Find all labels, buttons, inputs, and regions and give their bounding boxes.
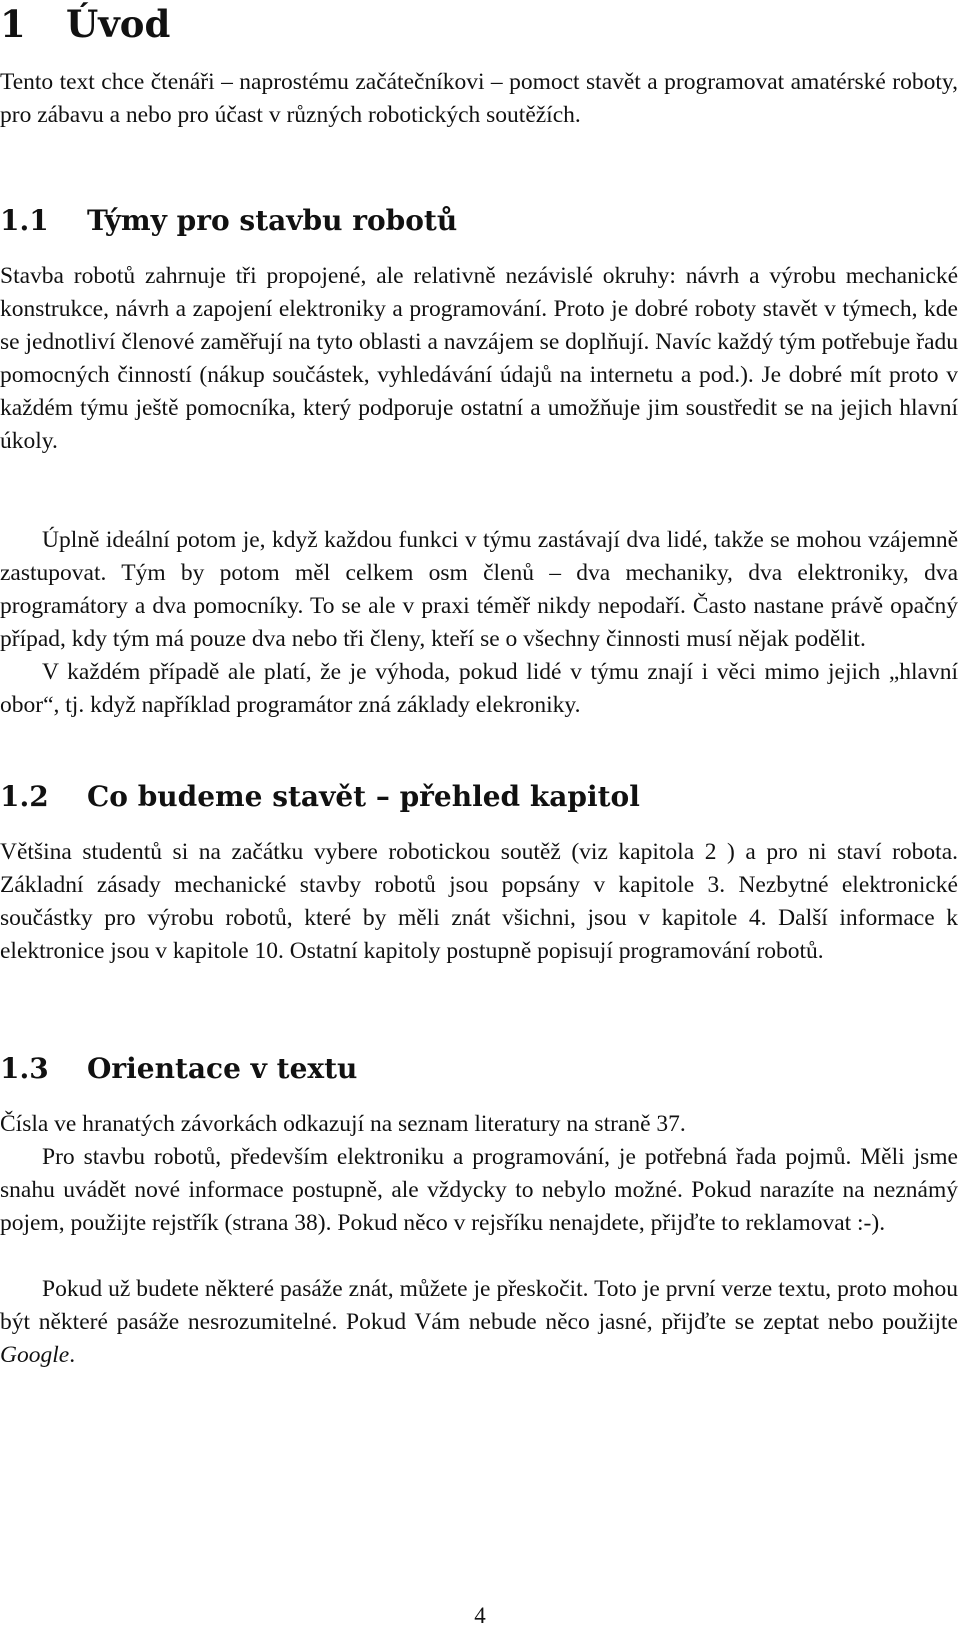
paragraph-teams-3: V každém případě ale platí, že je výhoda, pokud lidé v týmu znají i věci mimo jejich „hlavní obor“, tj. když například programátor zná základy elekroniky. xyxy=(0,659,958,718)
google-mention: Google xyxy=(0,1342,70,1368)
page-number: 4 xyxy=(474,1603,486,1628)
section-title: Týmy pro stavbu robotů xyxy=(87,204,458,237)
section-number: 1.1 xyxy=(0,204,49,237)
section-number: 1.3 xyxy=(0,1052,49,1085)
paragraph-teams-1: Stavba robotů zahrnuje tři propojené, ale relativně nezávislé okruhy: návrh a výrobu mechanické konstrukce, návrh a zapojení elektroniky a programování. Proto je dobré roboty stavět v týmech, kde se jednotliví členové zaměřují na tyto oblasti a navzájem se doplňují. Navíc každý tým potřebuje řadu pomocných činností (nákup součástek, vyhledávání údajů na internetu a pod.). Je dobré mít proto v každém týmu ještě pomocníka, který podporuje ostatní a umožňuje jim soustředit se na jejich hlavní úkoly. xyxy=(0,263,958,454)
paragraph-orientation-3 xyxy=(0,1273,958,1372)
intro-paragraph: Tento text chce čtenáři – naprostému začátečníkovi – pomoct stavět a programovat amatérské roboty, pro zábavu a nebo pro účast v různých robotických soutěžích. xyxy=(0,69,958,128)
paragraph-orientation-1: Čísla ve hranatých závorkách odkazují na seznam literatury na straně 37. xyxy=(0,1111,686,1137)
section-number: 1.2 xyxy=(0,780,49,813)
section-title: Co budeme stavět – přehled kapitol xyxy=(87,780,640,813)
chapter-title: Úvod xyxy=(66,2,171,46)
chapter-number: 1 xyxy=(0,2,26,46)
paragraph-overview: Většina studentů si na začátku vybere robotickou soutěž (viz kapitola 2 ) a pro ni staví robota. Základní zásady mechanické stavby robotů jsou popsány v kapitole 3. Nezbytné elektronické součástky pro výrobu robotů, které by měli znát všichni, jsou v kapitole 4. Další informace k elektronice jsou v kapitole 10. Ostatní kapitoly postupně popisují programování robotů. xyxy=(0,839,958,964)
chapter-heading xyxy=(0,2,170,46)
paragraph-teams-2: Úplně ideální potom je, když každou funkci v týmu zastávají dva lidé, takže se mohou vzájemně zastupovat. Tým by potom měl celkem osm členů – dva mechaniky, dva elektroniky, dva programátory a dva pomocníky. To se ale v praxi téměř nikdy nepodaří. Často nastane právě opačný případ, kdy tým má pouze dva nebo tři členy, kteří se o všechny činnosti musí nějak podělit. xyxy=(0,527,958,652)
sentence-end: . xyxy=(69,1342,76,1368)
paragraph-orientation-2: Pro stavbu robotů, především elektroniku a programování, je potřebná řada pojmů. Měli jsme snahu uvádět nové informace postupně, ale vždycky to nebylo možné. Pokud narazíte na neznámý pojem, použijte rejstřík (strana 38). Pokud něco v rejsříku nenajdete, přijďte to reklamovat :-). xyxy=(0,1144,958,1236)
section-heading-1-3 xyxy=(0,1052,357,1085)
paragraph-text: Pokud už budete některé pasáže znát, můžete je přeskočit. Toto je první verze textu, proto mohou být některé pasáže nesrozumitelné. Pokud Vám nebude něco jasné, přijďte se zeptat nebo použijte xyxy=(0,1276,958,1335)
section-heading-1-2 xyxy=(0,780,640,813)
section-heading-1-1 xyxy=(0,204,457,237)
section-title: Orientace v textu xyxy=(87,1052,358,1085)
